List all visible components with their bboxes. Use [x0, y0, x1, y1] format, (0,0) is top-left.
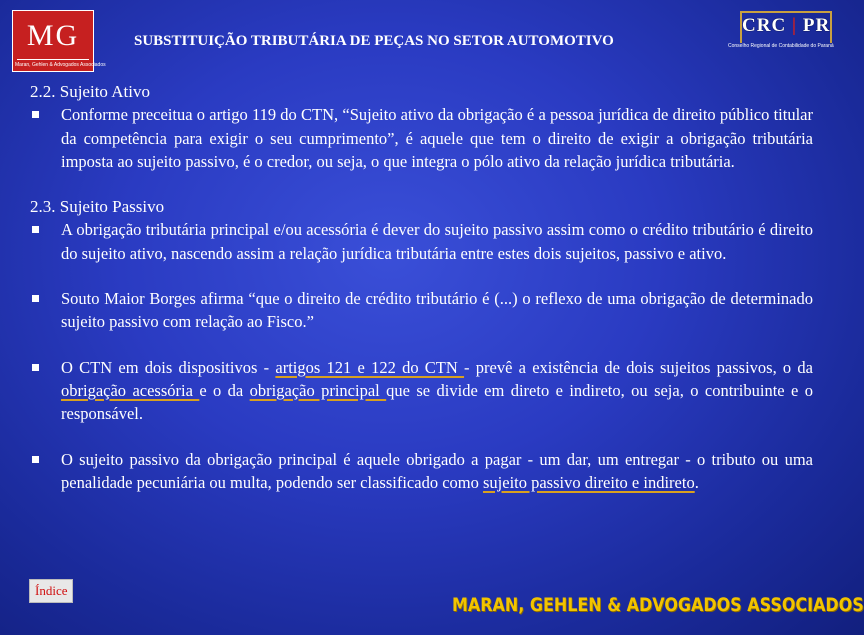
list-item	[30, 287, 813, 334]
list-item-text-part: O CTN em dois dispositivos -	[61, 357, 276, 377]
list-item-text-part: O sujeito passivo da obrigação principal é aquele obrigado a pagar - um dar, um entregar - o tributo ou uma penalidade pecuniária ou multa, podendo ser classificado como	[61, 449, 813, 492]
bullet-icon	[32, 364, 39, 371]
list-item-text-part: - prevê a existência de dois sujeitos passivos, o da	[464, 357, 813, 377]
list-item-text: A obrigação tributária principal e/ou acessória é dever do sujeito passivo assim como o crédito tributário é direito do sujeito ativo, nascendo assim a relação jurídica tributária entre estes dois sujeitos, passivo e ativo.	[61, 220, 813, 263]
list-item-text-part: que se divide em direto e indireto, ou seja, o contribuinte e o responsável.	[61, 380, 813, 424]
bullet-icon	[32, 226, 39, 233]
mg-logo-divider	[17, 59, 89, 60]
section-title-sujeito-passivo: 2.3. Sujeito Passivo	[30, 197, 165, 217]
crc-logo-text	[742, 15, 830, 37]
list-item	[30, 218, 813, 265]
mg-logo-subtitle: Maran, Gehlen & Advogados Associados	[15, 62, 106, 68]
list-item-text: Souto Maior Borges afirma “que o direito de crédito tributário é (...) o reflexo de uma obrigação de determinado sujeito passivo com relação ao Fisco.”	[61, 289, 813, 332]
link-obrigacao-principal[interactable]: obrigação principal	[249, 380, 387, 400]
crc-pr-logo	[728, 9, 836, 55]
bullet-icon	[32, 456, 39, 463]
list-item-text-part: .	[694, 472, 699, 492]
crc-logo-tagline: Conselho Regional de Contabilidade do Paraná	[728, 43, 834, 49]
crc-logo-pr: PR	[802, 15, 831, 36]
link-sujeito-passivo[interactable]: sujeito passivo direito e indireto	[482, 472, 695, 492]
section-title-sujeito-ativo: 2.2. Sujeito Ativo	[30, 82, 150, 101]
bullet-icon	[32, 111, 39, 118]
mg-logo-letters: MG	[26, 19, 80, 52]
list-item	[30, 448, 813, 495]
main-content	[30, 80, 813, 494]
crc-logo-separator: |	[786, 15, 803, 36]
link-obrigacao-acessoria[interactable]: obrigação acessória	[61, 380, 200, 400]
indice-button[interactable]: Índice	[29, 579, 73, 603]
list-item	[30, 103, 813, 173]
list-item	[30, 356, 813, 426]
bullet-icon	[32, 295, 39, 302]
link-artigos-121-122[interactable]: artigos 121 e 122 do CTN	[275, 357, 465, 377]
list-item-text: Conforme preceitua o artigo 119 do CTN, “Sujeito ativo da obrigação é a pessoa jurídica de direito público titular da competência para exigir o seu cumprimento”, é aquele que tem o direito de exigir a obrigação tributária imposta ao sujeito passivo, é o credor, ou seja, o que integra o pólo ativo da relação jurídica tributária.	[61, 105, 813, 171]
page-title: SUBSTITUIÇÃO TRIBUTÁRIA DE PEÇAS NO SETOR AUTOMOTIVO	[134, 33, 614, 49]
footer-firm-name: MARAN, GEHLEN & ADVOGADOS ASSOCIADOS	[452, 594, 864, 616]
mg-logo	[12, 10, 106, 72]
crc-logo-crc: CRC	[742, 15, 787, 36]
list-item-text-part: e o da	[199, 380, 250, 400]
